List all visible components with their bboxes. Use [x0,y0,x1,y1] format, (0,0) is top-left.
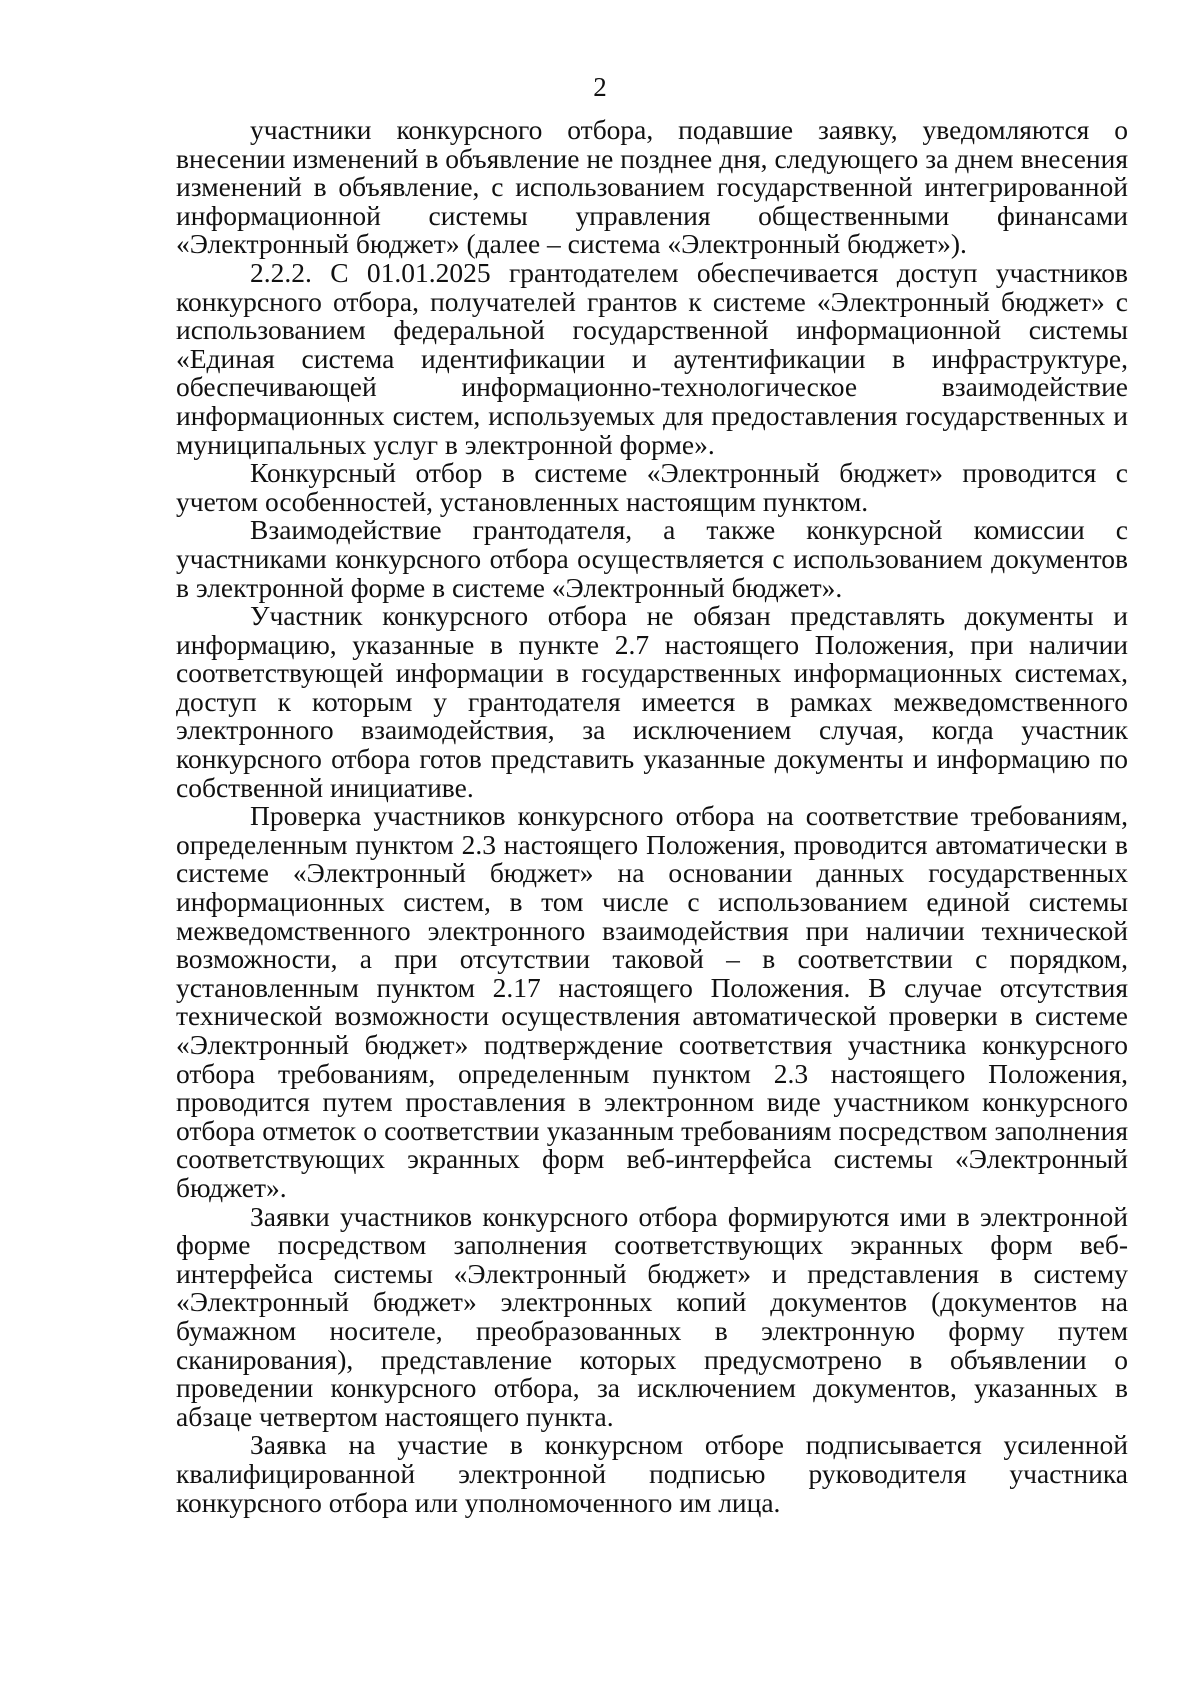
paragraph-documents-not-required: Участник конкурсного отбора не обязан представлять документы и информацию, указанные в пункте 2.7 настоящего Положения, при наличии соответствующей информации в государственных информационных системах, доступ к которым у грантодателя имеется в рамках межведомственного электронного взаимодействия, за исключением случая, когда участник конкурсного отбора готов представить указанные документы и информацию по собственной инициативе. [176,600,1128,803]
paragraph-application-forming: Заявки участников конкурсного отбора формируются ими в электронной форме посредством заполнения соответствующих экранных форм веб-интерфейса системы «Электронный бюджет» и представления в систему «Электронный бюджет» электронных копий документов (документов на бумажном носителе, преобразованных в электронную форму путем сканирования), представление которых предусмотрено в объявлении о проведении конкурсного отбора, за исключением документов, указанных в абзаце четвертом настоящего пункта. [176,1200,1128,1432]
paragraph-selection-features: Конкурсный отбор в системе «Электронный бюджет» проводится с учетом особенностей, установленных настоящим пунктом. [176,457,1128,517]
document-body [176,116,1128,1517]
page-number: 2 [593,72,607,102]
paragraph-interaction: Взаимодействие грантодателя, а также конкурсной комиссии с участниками конкурсного отбора осуществляется с использованием документов в электронной форме в системе «Электронный бюджет». [176,514,1128,603]
paragraph-application-signature: Заявка на участие в конкурсном отборе подписывается усиленной квалифицированной электронной подписью руководителя участника конкурсного отбора или уполномоченного им лица. [176,1429,1128,1518]
paragraph-notification: участники конкурсного отбора, подавшие заявку, уведомляются о внесении изменений в объявление не позднее дня, следующего за днем внесения изменений в объявление, с использованием государственной интегрированной информационной системы управления общественными финансами «Электронный бюджет» (далее – система «Электронный бюджет»). [176,114,1128,260]
paragraph-participant-check: Проверка участников конкурсного отбора на соответствие требованиям, определенным пунктом 2.3 настоящего Положения, проводится автоматически в системе «Электронный бюджет» на основании данных государственных информационных систем, в том числе с использованием единой системы межведомственного электронного взаимодействия при наличии технической возможности, а при отсутствии таковой – в соответствии с порядком, установленным пунктом 2.17 настоящего Положения. В случае отсутствия технической возможности осуществления автоматической проверки в системе «Электронный бюджет» подтверждение соответствия участника конкурсного отбора требованиям, определенным пунктом 2.3 настоящего Положения, проводится путем проставления в электронном виде участником конкурсного отбора отметок о соответствии указанным требованиям посредством заполнения соответствующих экранных форм веб-интерфейса системы «Электронный бюджет». [176,800,1128,1203]
paragraph-2-2-2: 2.2.2. С 01.01.2025 грантодателем обеспечивается доступ участников конкурсного отбора, получателей грантов к системе «Электронный бюджет» с использованием федеральной государственной информационной системы «Единая система идентификации и аутентификации в инфраструктуре, обеспечивающей информационно-технологическое взаимодействие информационных систем, используемых для предоставления государственных и муниципальных услуг в электронной форме». [176,256,1128,460]
